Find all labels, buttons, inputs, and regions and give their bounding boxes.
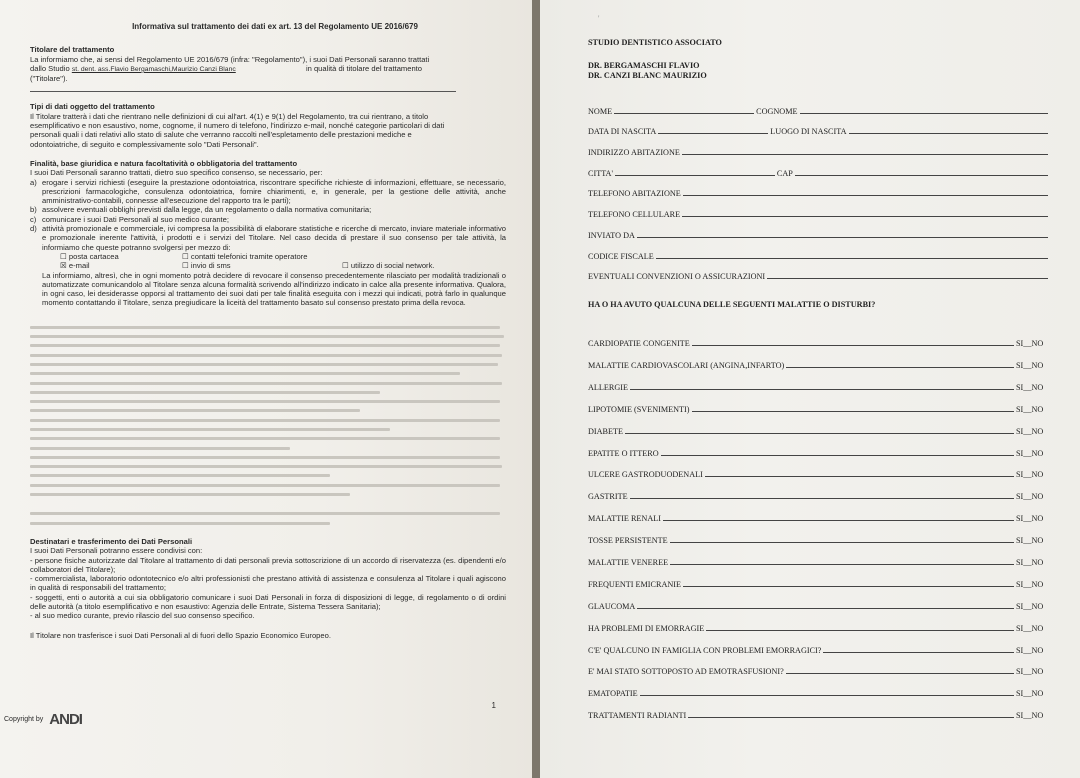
disease-label: MALATTIE RENALI bbox=[588, 514, 661, 524]
form-row-nome bbox=[588, 95, 1050, 116]
titolare-text-2 bbox=[30, 64, 506, 74]
text-line bbox=[30, 480, 506, 489]
diseases-list bbox=[588, 326, 1050, 720]
disease-row bbox=[588, 567, 1050, 589]
text-line bbox=[30, 387, 506, 396]
yes-no-choice[interactable]: SI__NO bbox=[1016, 470, 1044, 480]
disease-line bbox=[706, 629, 1014, 631]
disease-row bbox=[588, 676, 1050, 698]
tipi-line: personali quali i dati relativi allo stato di salute che verranno raccolti nell'espletamento delle prestazioni mediche e bbox=[30, 130, 412, 140]
input-nome[interactable] bbox=[614, 112, 754, 114]
disease-line bbox=[786, 672, 1014, 674]
label-nome: NOME bbox=[588, 106, 613, 116]
disease-row bbox=[588, 501, 1050, 523]
disease-label: GLAUCOMA bbox=[588, 601, 636, 611]
label-luogo-nascita: LUOGO DI NASCITA bbox=[770, 127, 847, 137]
label-codice-fiscale: CODICE FISCALE bbox=[588, 251, 654, 261]
contact-choices bbox=[60, 252, 506, 271]
checkbox-posta-cartacea[interactable]: ☐ posta cartacea bbox=[60, 251, 119, 261]
disease-row bbox=[588, 348, 1050, 370]
disease-label: EPATITE O ITTERO bbox=[588, 448, 659, 458]
modalita-section bbox=[4, 508, 506, 527]
item-text: assolvere eventuali obblighi previsti dalla legge, da un regolamento o dalla normativa comunitaria; bbox=[42, 205, 372, 215]
finalita-intro: I suoi Dati Personali saranno trattati, dietro suo specifico consenso, se necessario, per: bbox=[30, 168, 323, 178]
text-line bbox=[30, 461, 506, 470]
disease-label: TRATTAMENTI RADIANTI bbox=[588, 711, 687, 721]
yes-no-choice[interactable]: SI__NO bbox=[1016, 711, 1044, 721]
yes-no-choice[interactable]: SI__NO bbox=[1016, 514, 1044, 524]
input-tel-cellulare[interactable] bbox=[682, 215, 1048, 217]
yes-no-choice[interactable]: SI__NO bbox=[1016, 645, 1044, 655]
yes-no-choice[interactable]: SI__NO bbox=[1016, 689, 1044, 699]
yes-no-choice[interactable]: SI__NO bbox=[1016, 382, 1044, 392]
copyright-text: Copyright by bbox=[4, 715, 44, 723]
doctor-name: DR. BERGAMASCHI FLAVIO bbox=[588, 61, 700, 70]
destinatari-line: I suoi Dati Personali potranno essere condivisi con: bbox=[30, 546, 203, 556]
disease-row bbox=[588, 479, 1050, 501]
disease-line bbox=[786, 366, 1014, 368]
form-row-inviato-da bbox=[588, 219, 1050, 240]
disease-label: MALATTIE VENEREE bbox=[588, 557, 669, 567]
text-line bbox=[30, 359, 506, 368]
input-luogo-nascita[interactable] bbox=[849, 132, 1049, 134]
text-line bbox=[30, 340, 506, 349]
disease-row bbox=[588, 326, 1050, 348]
disease-label: TOSSE PERSISTENTE bbox=[588, 536, 668, 546]
checkbox-sms[interactable]: ☐ invio di sms bbox=[182, 261, 231, 271]
text-line bbox=[30, 443, 506, 452]
finalita-item bbox=[30, 224, 506, 252]
disease-line bbox=[630, 497, 1014, 499]
base-giuridica-section bbox=[4, 322, 506, 499]
item-label: c) bbox=[30, 214, 37, 224]
yes-no-choice[interactable]: SI__NO bbox=[1016, 339, 1044, 349]
disease-row bbox=[588, 698, 1050, 720]
disease-label: MALATTIE CARDIOVASCOLARI (ANGINA,INFARTO) bbox=[588, 360, 785, 370]
doctor-name: DR. CANZI BLANC MAURIZIO bbox=[588, 71, 707, 80]
form-row-citta bbox=[588, 157, 1050, 178]
finalita-item bbox=[30, 215, 506, 224]
disease-line bbox=[705, 475, 1014, 477]
destinatari-heading: Destinatari e trasferimento dei Dati Personali bbox=[30, 536, 193, 546]
label-cognome: COGNOME bbox=[756, 106, 798, 116]
input-tel-abitazione[interactable] bbox=[683, 194, 1048, 196]
titolare-section bbox=[4, 45, 506, 92]
form-row-codice-fiscale bbox=[588, 240, 1050, 261]
paper-mark: ' bbox=[598, 14, 600, 23]
input-data-nascita[interactable] bbox=[658, 132, 768, 134]
disease-label: ULCERE GASTRODUODENALI bbox=[588, 470, 703, 480]
destinatari-line: - commercialista, laboratorio odontotecnico e/o altri professionisti che prestano attività di assistenza e consulenza al Titolare i quali agiscono in qualità di responsabili del trattamento; bbox=[30, 574, 506, 593]
disease-label: DIABETE bbox=[588, 426, 624, 436]
studio-name-fill: st. dent. ass.Flavio Bergamaschi,Maurizio Canzi Blanc bbox=[71, 65, 236, 73]
notice-title: Informativa sul trattamento dei dati ex art. 13 del Regolamento UE 2016/679 bbox=[132, 22, 418, 31]
yes-no-choice[interactable]: SI__NO bbox=[1016, 492, 1044, 502]
diseases-question: HA O HA AVUTO QUALCUNA DELLE SEGUENTI MALATTIE O DISTURBI? bbox=[588, 300, 876, 310]
input-codice-fiscale[interactable] bbox=[656, 257, 1048, 259]
item-label: b) bbox=[30, 205, 37, 215]
yes-no-choice[interactable]: SI__NO bbox=[1016, 448, 1044, 458]
disease-row bbox=[588, 370, 1050, 392]
checkbox-email[interactable]: ☒ e-mail bbox=[60, 261, 90, 271]
disease-label: GASTRITE bbox=[588, 492, 628, 502]
label-citta: CITTA' bbox=[588, 168, 613, 178]
disease-label: HA PROBLEMI DI EMORRAGIE bbox=[588, 623, 705, 633]
text-line bbox=[30, 452, 506, 461]
titolare-text-1: La informiamo che, ai sensi del Regolamento UE 2016/679 (infra: "Regolamento"), i suoi Dati Personali saranno trattati bbox=[30, 54, 430, 64]
privacy-notice-page bbox=[0, 0, 532, 778]
disease-line bbox=[670, 563, 1014, 565]
yes-no-choice[interactable]: SI__NO bbox=[1016, 667, 1044, 677]
text-line bbox=[30, 378, 506, 387]
text-line bbox=[30, 350, 506, 359]
disease-row bbox=[588, 589, 1050, 611]
disease-line bbox=[661, 454, 1014, 456]
yes-no-choice[interactable]: SI__NO bbox=[1016, 536, 1044, 546]
yes-no-choice[interactable]: SI__NO bbox=[1016, 579, 1044, 589]
tipi-line: esemplificativo e non esaustivo, nome, cognome, il numero di telefono, l'indirizzo e-mail, nonché categorie particolari di dati bbox=[30, 121, 445, 131]
disease-label: C'E' QUALCUNO IN FAMIGLIA CON PROBLEMI EMORRAGICI? bbox=[588, 645, 822, 655]
yes-no-choice[interactable]: SI__NO bbox=[1016, 557, 1044, 567]
disease-line bbox=[663, 519, 1014, 521]
item-text: comunicare i suoi Dati Personali al suo medico curante; bbox=[42, 214, 229, 224]
destinatari-line: - persone fisiche autorizzate dal Titolare al trattamento di dati personali previa sottoscrizione di un accordo di riservatezza (es. dipendenti e/o collaboratori del Titolare); bbox=[30, 555, 506, 574]
disease-row bbox=[588, 633, 1050, 655]
disease-label: E' MAI STATO SOTTOPOSTO AD EMOTRASFUSIONI? bbox=[588, 667, 784, 677]
titolare-heading: Titolare del trattamento bbox=[30, 45, 115, 55]
item-text: attività promozionale e commerciale, ivi compresa la possibilità di elaborare statistiche e ricerche di mercato, inviare materiale informativo e promozionale inerente l'attività, i prodotti e i servizi del Titolare. Nel caso decida di prestare il suo consenso per tale attività, la informiamo che queste potranno svolgersi per mezzo di: bbox=[42, 224, 506, 252]
yes-no-choice[interactable]: SI__NO bbox=[1016, 404, 1044, 414]
input-inviato-da[interactable] bbox=[637, 236, 1048, 238]
finalita-heading: Finalità, base giuridica e natura facoltatività o obbligatoria del trattamento bbox=[30, 158, 298, 168]
text-line bbox=[30, 368, 506, 377]
disease-line bbox=[640, 694, 1014, 696]
input-convenzioni[interactable] bbox=[767, 277, 1048, 279]
text-line bbox=[30, 508, 506, 517]
tipi-line: odontoiatriche, di seguito e complessivamente solo "Dati Personali". bbox=[30, 139, 259, 149]
item-label: a) bbox=[30, 177, 37, 187]
choice-spacer bbox=[342, 252, 482, 261]
label-cap: CAP bbox=[776, 168, 793, 178]
andi-logo: ANDI bbox=[49, 710, 82, 728]
tipi-line: Il Titolare tratterà i dati che rientrano nelle definizioni di cui all'art. 4(1) e 9(1) del Regolamento, tra cui rientrano, a titolo bbox=[30, 111, 429, 121]
destinatari-section bbox=[4, 537, 506, 621]
label-indirizzo: INDIRIZZO ABITAZIONE bbox=[588, 148, 680, 158]
text-line bbox=[30, 518, 506, 527]
copyright-footer bbox=[4, 710, 82, 728]
form-row-convenzioni bbox=[588, 261, 1050, 282]
form-row-nascita bbox=[588, 116, 1050, 137]
label-tel-cellulare: TELEFONO CELLULARE bbox=[588, 210, 681, 220]
finalita-item bbox=[30, 178, 506, 206]
text-line bbox=[30, 470, 506, 479]
disease-row bbox=[588, 458, 1050, 480]
form-row-tel-cellulare bbox=[588, 198, 1050, 219]
destinatari-line: - soggetti, enti o autorità a cui sia obbligatorio comunicare i suoi Dati Personali in forza di disposizioni di legge, di regolamento o di ordini delle autorità (a titolo esemplificativo e non esaustivo: Agenzia delle Entrate, Sistema Tessera Sanitaria); bbox=[30, 592, 506, 612]
text-line bbox=[30, 489, 506, 498]
titolare-text-3: ("Titolare"). bbox=[30, 74, 68, 84]
yes-no-choice[interactable]: SI__NO bbox=[1016, 601, 1044, 611]
disease-row bbox=[588, 414, 1050, 436]
form-row-tel-abitazione bbox=[588, 178, 1050, 199]
disease-label: EMATOPATIE bbox=[588, 689, 638, 699]
disease-row bbox=[588, 545, 1050, 567]
text-line bbox=[30, 331, 506, 340]
yes-no-choice[interactable]: SI__NO bbox=[1016, 360, 1044, 370]
destinatari-line: - al suo medico curante, previo rilascio del suo consenso specifico. bbox=[30, 611, 255, 621]
patient-data-form bbox=[588, 95, 1050, 281]
checkbox-social-network[interactable]: ☐ utilizzo di social network. bbox=[342, 261, 435, 271]
tipi-heading: Tipi di dati oggetto del trattamento bbox=[30, 102, 155, 112]
input-indirizzo[interactable] bbox=[682, 153, 1048, 155]
finalita-item bbox=[30, 205, 506, 214]
trasferimento-text: Il Titolare non trasferisce i suoi Dati Personali al di fuori dello Spazio Economico Europeo. bbox=[30, 630, 331, 640]
text-line bbox=[30, 396, 506, 405]
patient-form-page bbox=[540, 0, 1080, 778]
disease-row bbox=[588, 392, 1050, 414]
finalita-section bbox=[4, 159, 506, 308]
studio-name: STUDIO DENTISTICO ASSOCIATO bbox=[588, 38, 722, 47]
input-cap[interactable] bbox=[795, 174, 1048, 176]
page-number: 1 bbox=[491, 700, 496, 710]
input-cognome[interactable] bbox=[800, 112, 1048, 114]
disease-line bbox=[692, 344, 1014, 346]
disease-row bbox=[588, 523, 1050, 545]
disease-row bbox=[588, 611, 1050, 633]
disease-line bbox=[823, 651, 1014, 653]
text-line bbox=[30, 424, 506, 433]
text-line bbox=[30, 405, 506, 414]
disease-line bbox=[683, 585, 1014, 587]
yes-no-choice[interactable]: SI__NO bbox=[1016, 623, 1044, 633]
form-row-indirizzo bbox=[588, 136, 1050, 157]
titolare-text-2b: in qualità di titolare del trattamento bbox=[305, 63, 423, 73]
disease-line bbox=[692, 410, 1015, 412]
titolare-text-2a: dallo Studio bbox=[30, 63, 70, 73]
label-data-nascita: DATA DI NASCITA bbox=[588, 127, 657, 137]
page-gap bbox=[532, 0, 540, 778]
disease-label: LIPOTOMIE (SVENIMENTI) bbox=[588, 404, 690, 414]
blank-line bbox=[30, 85, 456, 92]
yes-no-choice[interactable]: SI__NO bbox=[1016, 426, 1044, 436]
disease-line bbox=[637, 607, 1014, 609]
label-convenzioni: EVENTUALI CONVENZIONI O ASSICURAZIONI bbox=[588, 272, 766, 282]
disease-row bbox=[588, 436, 1050, 458]
disease-row bbox=[588, 655, 1050, 677]
revoca-text: La informiamo, altresì, che in ogni momento potrà decidere di revocare il consenso precedentemente rilasciato per modalità tradizionali o automatizzate comunicandolo al Titolare senza alcuna formalità scrivendo all'indirizzo indicato in calce alla presente informativa. Qualora, in ogni caso, lei desiderasse opporsi al trattamento dei suoi dati per tale finalità eseguita con i mezzi qui indicati, potrà farlo in qualunque momento contattando il Titolare, senza pregiudicare la liceità del trattamento basato sul consenso prestato prima della revoca. bbox=[42, 270, 506, 308]
disease-label: FREQUENTI EMICRANIE bbox=[588, 579, 682, 589]
disease-label: ALLERGIE bbox=[588, 382, 629, 392]
text-line bbox=[30, 322, 506, 331]
text-line bbox=[30, 433, 506, 442]
item-text: erogare i servizi richiesti (eseguire la prestazione odontoiatrica, riscontrare specifiche richieste di informazioni, effettuare, se necessario, prescrizioni farmacologiche, consulenza odontoiatrica, fornire chiarimenti, e, in generale, per la gestione delle attività, anche amministrativo-contabili, connesse all'esecuzione del rapporto tra le parti); bbox=[42, 177, 506, 206]
checkbox-contatti-telefonici[interactable]: ☐ contatti telefonici tramite operatore bbox=[182, 251, 308, 261]
disease-line bbox=[670, 541, 1014, 543]
disease-line bbox=[688, 716, 1014, 718]
label-inviato-da: INVIATO DA bbox=[588, 230, 635, 240]
text-line bbox=[30, 415, 506, 424]
item-label: d) bbox=[30, 224, 37, 234]
input-citta[interactable] bbox=[615, 174, 775, 176]
disease-label: CARDIOPATIE CONGENITE bbox=[588, 339, 690, 349]
disease-line bbox=[630, 388, 1014, 390]
tipi-section bbox=[4, 102, 506, 148]
disease-line bbox=[625, 432, 1014, 434]
label-tel-abitazione: TELEFONO ABITAZIONE bbox=[588, 189, 681, 199]
